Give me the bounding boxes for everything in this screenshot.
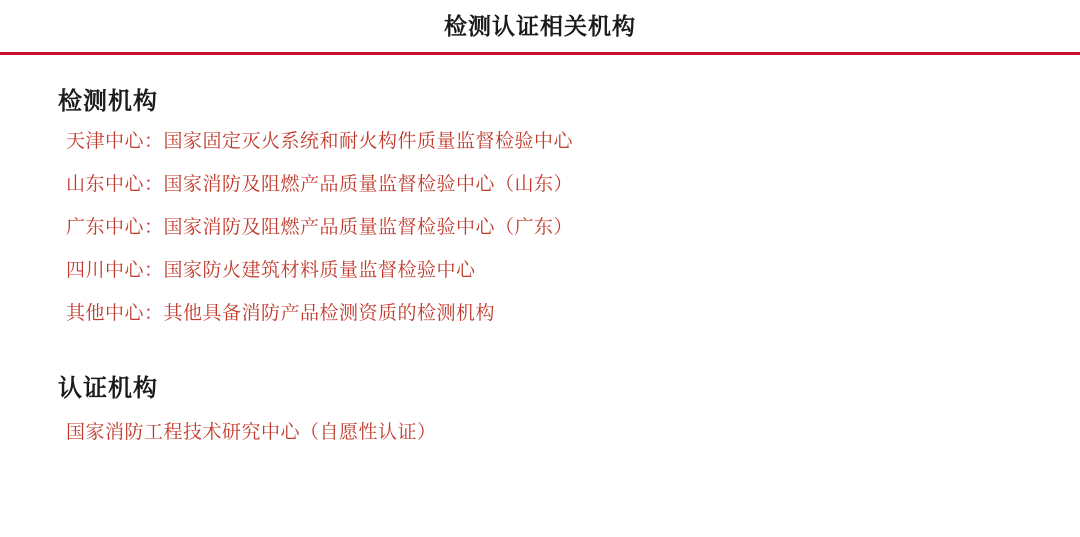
certification-institution-list xyxy=(58,420,1080,445)
list-item: 广东中心：国家消防及阻燃产品质量监督检验中心（广东） xyxy=(66,216,574,238)
section-heading-testing: 检测机构 xyxy=(58,88,158,115)
slide-content xyxy=(0,55,1080,445)
list-item: 天津中心：国家固定灭火系统和耐火构件质量监督检验中心 xyxy=(66,130,574,152)
slide-title-bar xyxy=(0,0,1080,52)
list-item: 四川中心：国家防火建筑材料质量监督检验中心 xyxy=(66,259,476,281)
section-heading-certification: 认证机构 xyxy=(58,374,158,402)
list-item: 国家消防工程技术研究中心（自愿性认证） xyxy=(66,421,437,443)
testing-institution-list xyxy=(58,129,1080,326)
list-item: 山东中心：国家消防及阻燃产品质量监督检验中心（山东） xyxy=(66,173,574,195)
list-item: 其他中心：其他具备消防产品检测资质的检测机构 xyxy=(66,302,496,324)
page-title: 检测认证相关机构 xyxy=(444,12,636,39)
